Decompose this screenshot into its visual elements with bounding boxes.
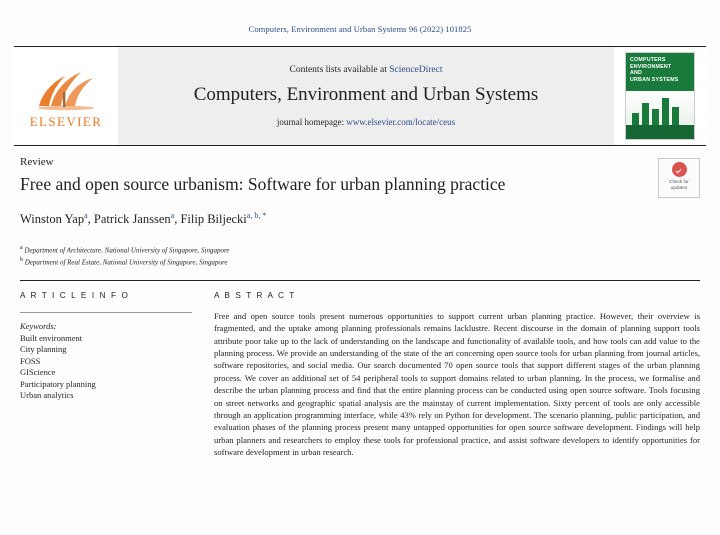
masthead-right (614, 47, 706, 145)
keyword-item: FOSS (20, 355, 41, 366)
keyword-item: Built environment (20, 332, 83, 343)
contents-line (289, 65, 442, 75)
affiliation-mark-0: a (20, 245, 23, 252)
cover-bar-3 (652, 109, 659, 125)
title-block (20, 156, 700, 268)
affiliation-text-1: Department of Real Estate, National University of Singapore, Singapore (24, 258, 228, 267)
cover-line-2: ENVIRONMENT (630, 63, 672, 70)
cover-line-1: COMPUTERS (630, 57, 666, 63)
crossmark-line-2: updates (670, 184, 688, 190)
section-divider (20, 280, 700, 281)
author-mark-1: a (170, 211, 175, 220)
author-mark-0: a (84, 211, 88, 220)
masthead-center (118, 47, 614, 145)
keyword-item: Urban analytics (20, 390, 74, 401)
page-title: Free and open source urbanism: Software for urban planning practice (20, 174, 506, 194)
cover-bar-2 (642, 103, 649, 125)
homepage-line (277, 117, 455, 127)
cover-title-block (626, 53, 694, 91)
abstract-text: Free and open source tools present numerous opportunities to support current urban planning practice. However, their overview is fragmented, and the uptake among planning professionals remains lacklustre. Recent discourse in the domain of planning support tools attribute poor take up to the lack of understanding on the landscape and functionality of available tools, and how tools can add value to the planning process. We provide an understanding of the state of the art concerning open source tools for urban planning from journal articles, software repositories, and social media. Our search documented 70 open source tools that support different stages of the urban planning process. We cover an additional set of 54 peripheral tools to support domains related to urban planning. In the process, we formalise and describe the urban planning process and find that the entire planning process can be conducted using open source software. Tools focusing on street networks and geographic spatial analysis are the mainstay of current implementation. Sixty percent of tools are only accessible through an application programming interface, while 43% rely on Python for development. The scenario planning, public participation, and evaluation phases of the planning process present many untapped opportunities for open source software development. Findings will help urban planners and researchers to employ these tools for professional practice, and assist software developers to identify opportunities for software development in urban research. (214, 310, 700, 458)
affiliation-1 (20, 255, 700, 267)
author-name-2[interactable]: Filip Biljecki (180, 212, 247, 227)
cover-footer-block (626, 125, 694, 140)
cover-bar-5 (672, 107, 679, 125)
article-info-heading: A R T I C L E I N F O (20, 290, 130, 300)
article-type-label: Review (20, 156, 54, 168)
affiliation-0 (20, 243, 700, 255)
keywords-label: Keywords: (20, 320, 57, 331)
author-mark-2: a, b, * (246, 211, 267, 220)
journal-masthead (14, 46, 706, 146)
author-name-1[interactable]: Patrick Janssen (93, 212, 171, 227)
elsevier-wordmark: ELSEVIER (29, 114, 103, 129)
keyword-item: City planning (20, 344, 67, 355)
elsevier-tree-icon (29, 62, 103, 112)
abstract-column (214, 291, 700, 459)
abstract-heading: A B S T R A C T (214, 290, 296, 300)
keyword-item: Participatory planning (20, 378, 96, 389)
contents-prefix: Contents lists available at (289, 65, 387, 75)
cover-bar-4 (662, 98, 669, 125)
author-list: Winston Yap$^a$, Patrick Janssen$^a$, Filip Biljecki$^{a, b, *}$ (20, 211, 267, 227)
journal-cover-thumbnail (625, 52, 695, 140)
crossmark-icon (672, 162, 687, 177)
cover-bar-1 (632, 113, 639, 125)
affiliation-mark-1: b (20, 257, 23, 264)
keywords-divider (20, 312, 192, 313)
cover-line-4: URBAN SYSTEMS (630, 76, 679, 83)
homepage-prefix: journal homepage: (276, 117, 345, 127)
crossmark-line-1: Check for (669, 179, 689, 184)
sciencedirect-link[interactable]: ScienceDirect (389, 65, 443, 75)
article-info-column (20, 291, 192, 459)
cover-graphic (626, 91, 694, 125)
journal-title: Computers, Environment and Urban Systems (193, 84, 539, 105)
publisher-logo (14, 47, 118, 145)
crossmark-badge[interactable] (658, 158, 700, 198)
article-body (20, 291, 700, 459)
keyword-item: GIScience (20, 367, 56, 378)
affiliation-text-0: Department of Architecture, National University of Singapore, Singapore (24, 246, 230, 255)
cover-line-3: AND (630, 70, 643, 76)
author-name-0[interactable]: Winston Yap (20, 212, 85, 227)
running-head: Computers, Environment and Urban Systems 96 (2022) 101825 (248, 24, 472, 34)
journal-homepage-link[interactable]: www.elsevier.com/locate/ceus (346, 117, 456, 127)
